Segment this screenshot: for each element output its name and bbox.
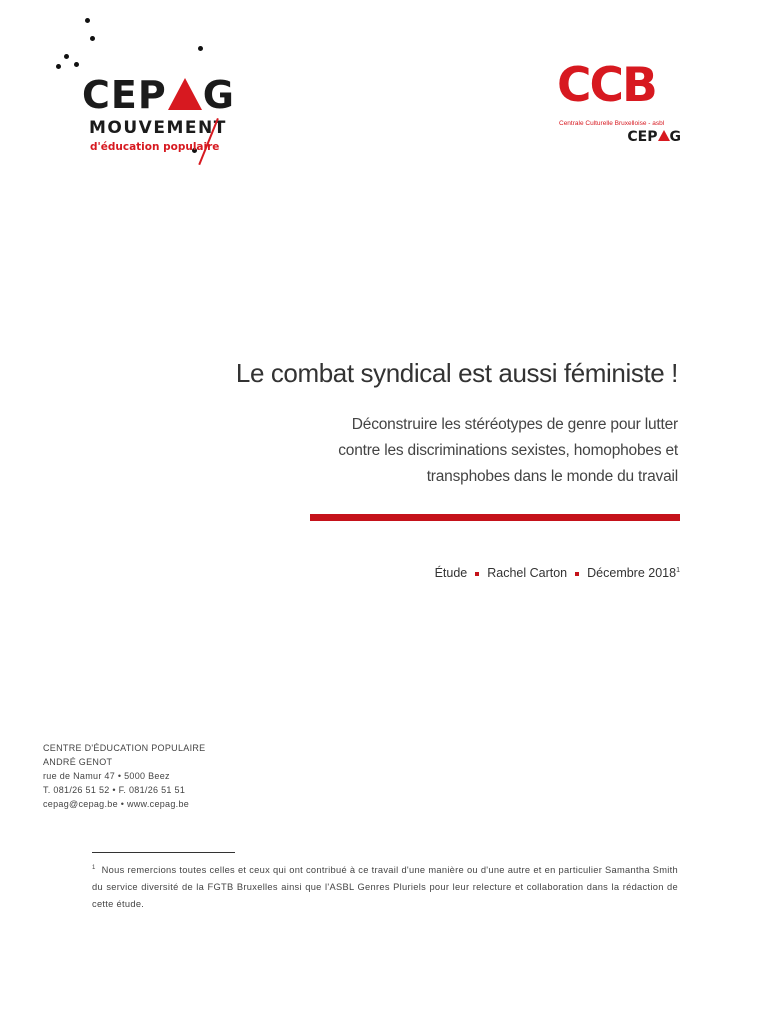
address-line: T. 081/26 51 52 • F. 081/26 51 51 — [43, 785, 186, 795]
triangle-icon — [168, 78, 202, 110]
subtitle-line: contre les discriminations sexistes, homophobes et — [338, 442, 678, 459]
ccb-cepag-wordmark: CEP G — [627, 129, 681, 145]
footnote-text: Nous remercions toutes celles et ceux qui ont contribué à ce travail d'une manière ou d'une autre et en particulier Samantha Smith du service diversité de la FGTB Bruxelles ainsi que l'ASBL Genres Pluriels pour leur relecture et collaboration dans la rédaction de cette étude. — [92, 865, 678, 910]
footnote-reference[interactable]: 1 — [676, 566, 680, 574]
ccb-wordmark: CCB — [557, 58, 656, 113]
address-contact-line[interactable]: cepag@cepag.be • www.cepag.be — [43, 799, 190, 809]
footnote — [92, 860, 678, 913]
logo-education-text: d'éducation populaire — [90, 141, 220, 153]
logo-dot — [74, 62, 79, 67]
subtitle-line: Déconstruire les stéréotypes de genre pour lutter — [351, 416, 678, 433]
document-author: Rachel Carton — [487, 566, 568, 580]
document-subtitle — [258, 412, 678, 490]
address-line: CENTRE D'ÉDUCATION POPULAIRE — [43, 743, 206, 753]
document-title: Le combat syndical est aussi féministe ! — [235, 358, 678, 388]
footnote-rule — [92, 852, 235, 853]
title-divider — [310, 514, 680, 521]
address-line: ANDRÉ GENOT — [43, 757, 113, 767]
logo-dot — [64, 54, 69, 59]
document-date: Décembre 2018 — [587, 566, 677, 580]
logo-dot — [56, 64, 61, 69]
logo-dot — [198, 46, 203, 51]
ccb-subtitle: Centrale Culturelle Bruxelloise - asbl — [559, 120, 665, 127]
cepag-logo — [52, 14, 242, 159]
logo-mouvement-text: MOUVEMENT — [89, 118, 227, 138]
separator-square-icon — [575, 572, 579, 576]
document-meta — [435, 566, 680, 580]
separator-square-icon — [475, 572, 479, 576]
cepag-wordmark: CEP G — [82, 73, 235, 117]
logo-dot — [90, 36, 95, 41]
address-line: rue de Namur 47 • 5000 Beez — [43, 771, 170, 781]
triangle-icon — [658, 130, 670, 141]
logo-dot — [85, 18, 90, 23]
publisher-address — [43, 741, 205, 811]
ccb-logo — [555, 58, 685, 152]
document-type: Étude — [434, 566, 468, 580]
subtitle-line: transphobes dans le monde du travail — [426, 468, 678, 485]
footnote-mark: 1 — [92, 865, 96, 871]
